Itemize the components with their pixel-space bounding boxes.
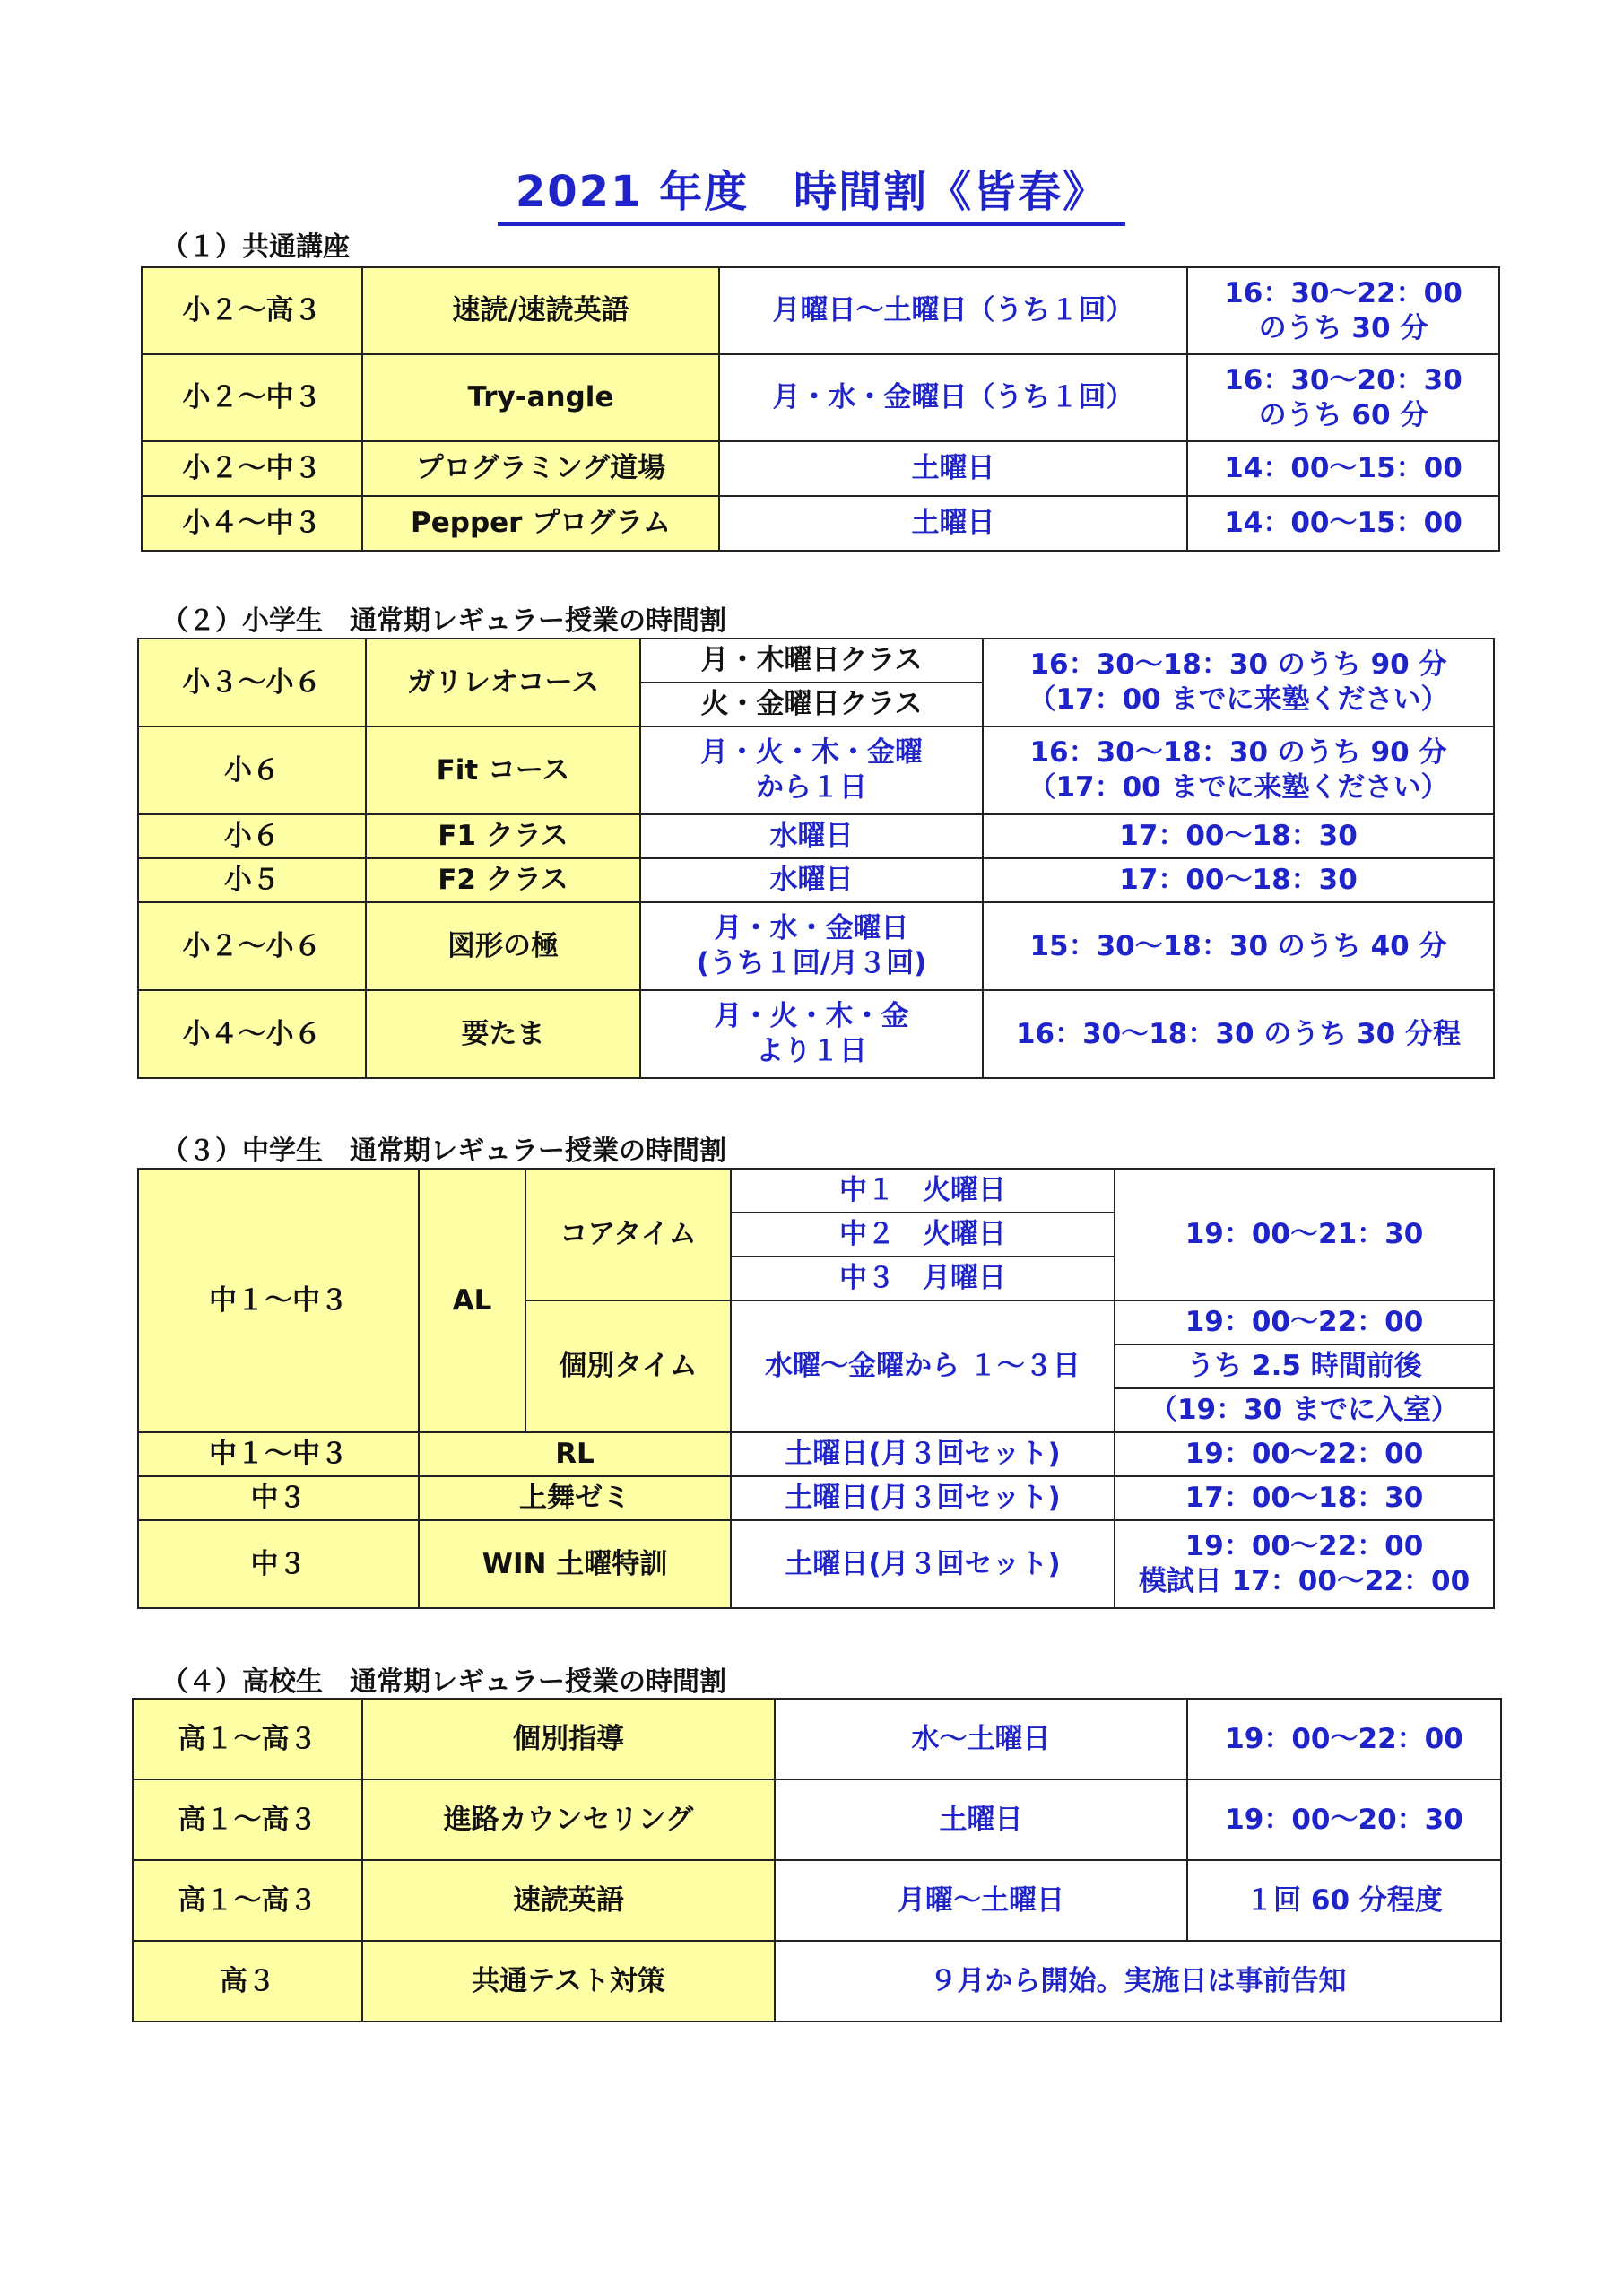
day-cell: 月曜日〜土曜日（うち１回） (719, 267, 1187, 354)
time-cell: 19：00〜22：00 (1115, 1432, 1494, 1476)
note-cell: ９月から開始。実施日は事前告知 (775, 1941, 1501, 2022)
course-cell: 図形の極 (366, 902, 640, 990)
table-row (142, 496, 1499, 551)
grade-cell: 小４〜中３ (142, 496, 362, 551)
time-cell: 19：00〜22：00 (1187, 1699, 1501, 1779)
junior-high-table (137, 1168, 1495, 1609)
day-cell: 土曜日(月３回セット) (731, 1520, 1115, 1608)
table-row (138, 1476, 1494, 1520)
time-cell: １回 60 分程度 (1187, 1860, 1501, 1941)
time-cell: 16：30〜18：30 のうち 90 分 （17：00 までに来塾ください） (983, 639, 1494, 726)
grade-cell: 小３〜小６ (138, 639, 366, 726)
time-cell: 14：00〜15：00 (1187, 496, 1499, 551)
day-cell: 水〜土曜日 (775, 1699, 1187, 1779)
grade-cell: 小２〜高３ (142, 267, 362, 354)
course-cell: 共通テスト対策 (362, 1941, 775, 2022)
table-row (138, 726, 1494, 814)
day-cell: 中３ 月曜日 (731, 1257, 1115, 1300)
course-cell: プログラミング道場 (362, 441, 719, 496)
section-1-heading: （１）共通講座 (161, 231, 350, 263)
grade-cell: 高１〜高３ (133, 1699, 362, 1779)
time-cell: 16：30〜18：30 のうち 90 分 （17：00 までに来塾ください） (983, 726, 1494, 814)
table-row (142, 267, 1499, 354)
time-cell: 17：00〜18：30 (983, 814, 1494, 858)
day-cell: 水曜日 (640, 814, 983, 858)
course-cell: Pepper プログラム (362, 496, 719, 551)
time-cell: うち 2.5 時間前後 (1115, 1344, 1494, 1388)
grade-cell: 小５ (138, 858, 366, 902)
course-cell: RL (419, 1432, 731, 1476)
table-row (133, 1860, 1501, 1941)
course-cell: 進路カウンセリング (362, 1779, 775, 1860)
grade-cell: 中１〜中３ (138, 1169, 419, 1432)
course-cell: 速読/速読英語 (362, 267, 719, 354)
table-row (138, 990, 1494, 1078)
high-school-table (132, 1698, 1502, 2022)
time-cell: 15：30〜18：30 のうち 40 分 (983, 902, 1494, 990)
time-cell: 16：30〜18：30 のうち 30 分程 (983, 990, 1494, 1078)
table-row (142, 441, 1499, 496)
day-cell: 月・木曜日クラス (640, 639, 983, 683)
day-cell: 月・水・金曜日（うち１回） (719, 354, 1187, 441)
time-cell: 19：00〜20：30 (1187, 1779, 1501, 1860)
time-cell: 17：00〜18：30 (983, 858, 1494, 902)
course-cell: F2 クラス (366, 858, 640, 902)
table-row (138, 1169, 1494, 1213)
time-cell: （19：30 までに入室） (1115, 1388, 1494, 1432)
table-row (138, 639, 1494, 683)
day-cell: 火・金曜日クラス (640, 683, 983, 726)
core-time-label: コアタイム (525, 1169, 731, 1300)
day-cell: 水曜日 (640, 858, 983, 902)
table-row (133, 1779, 1501, 1860)
page-title (0, 157, 1623, 226)
course-cell: 速読英語 (362, 1860, 775, 1941)
grade-cell: 高１〜高３ (133, 1779, 362, 1860)
grade-cell: 中３ (138, 1476, 419, 1520)
time-cell: 14：00〜15：00 (1187, 441, 1499, 496)
day-cell: 土曜日 (719, 441, 1187, 496)
individual-time-label: 個別タイム (525, 1300, 731, 1432)
time-cell: 19：00〜21：30 (1115, 1169, 1494, 1300)
common-courses-table (141, 266, 1500, 552)
day-cell: 中１ 火曜日 (731, 1169, 1115, 1213)
table-row (138, 858, 1494, 902)
section-2-heading: （２）小学生 通常期レギュラー授業の時間割 (161, 605, 726, 637)
course-cell: F1 クラス (366, 814, 640, 858)
time-cell: 17：00〜18：30 (1115, 1476, 1494, 1520)
table-row (133, 1699, 1501, 1779)
page-title-text: 2021 年度 時間割《皆春》 (498, 157, 1125, 226)
grade-cell: 小６ (138, 814, 366, 858)
course-cell: AL (419, 1169, 525, 1432)
time-cell: 16：30〜22：00 のうち 30 分 (1187, 267, 1499, 354)
day-cell: 中２ 火曜日 (731, 1213, 1115, 1257)
course-cell: ガリレオコース (366, 639, 640, 726)
day-cell: 月曜〜土曜日 (775, 1860, 1187, 1941)
day-cell: 土曜日(月３回セット) (731, 1432, 1115, 1476)
table-row (142, 354, 1499, 441)
table-row (138, 902, 1494, 990)
grade-cell: 小２〜中３ (142, 354, 362, 441)
day-cell: 土曜日 (775, 1779, 1187, 1860)
day-cell: 土曜日 (719, 496, 1187, 551)
course-cell: WIN 土曜特訓 (419, 1520, 731, 1608)
day-cell: 月・水・金曜日 (うち１回/月３回) (640, 902, 983, 990)
section-3-heading: （３）中学生 通常期レギュラー授業の時間割 (161, 1135, 726, 1167)
grade-cell: 小２〜小６ (138, 902, 366, 990)
grade-cell: 高３ (133, 1941, 362, 2022)
time-cell: 19：00〜22：00 (1115, 1300, 1494, 1344)
grade-cell: 小６ (138, 726, 366, 814)
time-cell: 19：00〜22：00 模試日 17：00〜22：00 (1115, 1520, 1494, 1608)
grade-cell: 高１〜高３ (133, 1860, 362, 1941)
grade-cell: 中３ (138, 1520, 419, 1608)
grade-cell: 小２〜中３ (142, 441, 362, 496)
course-cell: Fit コース (366, 726, 640, 814)
course-cell: 上舞ゼミ (419, 1476, 731, 1520)
course-cell: 要たま (366, 990, 640, 1078)
section-4-heading: （４）高校生 通常期レギュラー授業の時間割 (161, 1666, 726, 1698)
day-cell: 月・火・木・金曜 から１日 (640, 726, 983, 814)
table-row (133, 1941, 1501, 2022)
table-row (138, 1520, 1494, 1608)
time-cell: 16：30〜20：30 のうち 60 分 (1187, 354, 1499, 441)
course-cell: 個別指導 (362, 1699, 775, 1779)
day-cell: 水曜〜金曜から １〜３日 (731, 1300, 1115, 1432)
grade-cell: 中１〜中３ (138, 1432, 419, 1476)
day-cell: 月・火・木・金 より１日 (640, 990, 983, 1078)
table-row (138, 814, 1494, 858)
course-cell: Try-angle (362, 354, 719, 441)
elementary-table (137, 638, 1495, 1079)
grade-cell: 小４〜小６ (138, 990, 366, 1078)
table-row (138, 1432, 1494, 1476)
day-cell: 土曜日(月３回セット) (731, 1476, 1115, 1520)
